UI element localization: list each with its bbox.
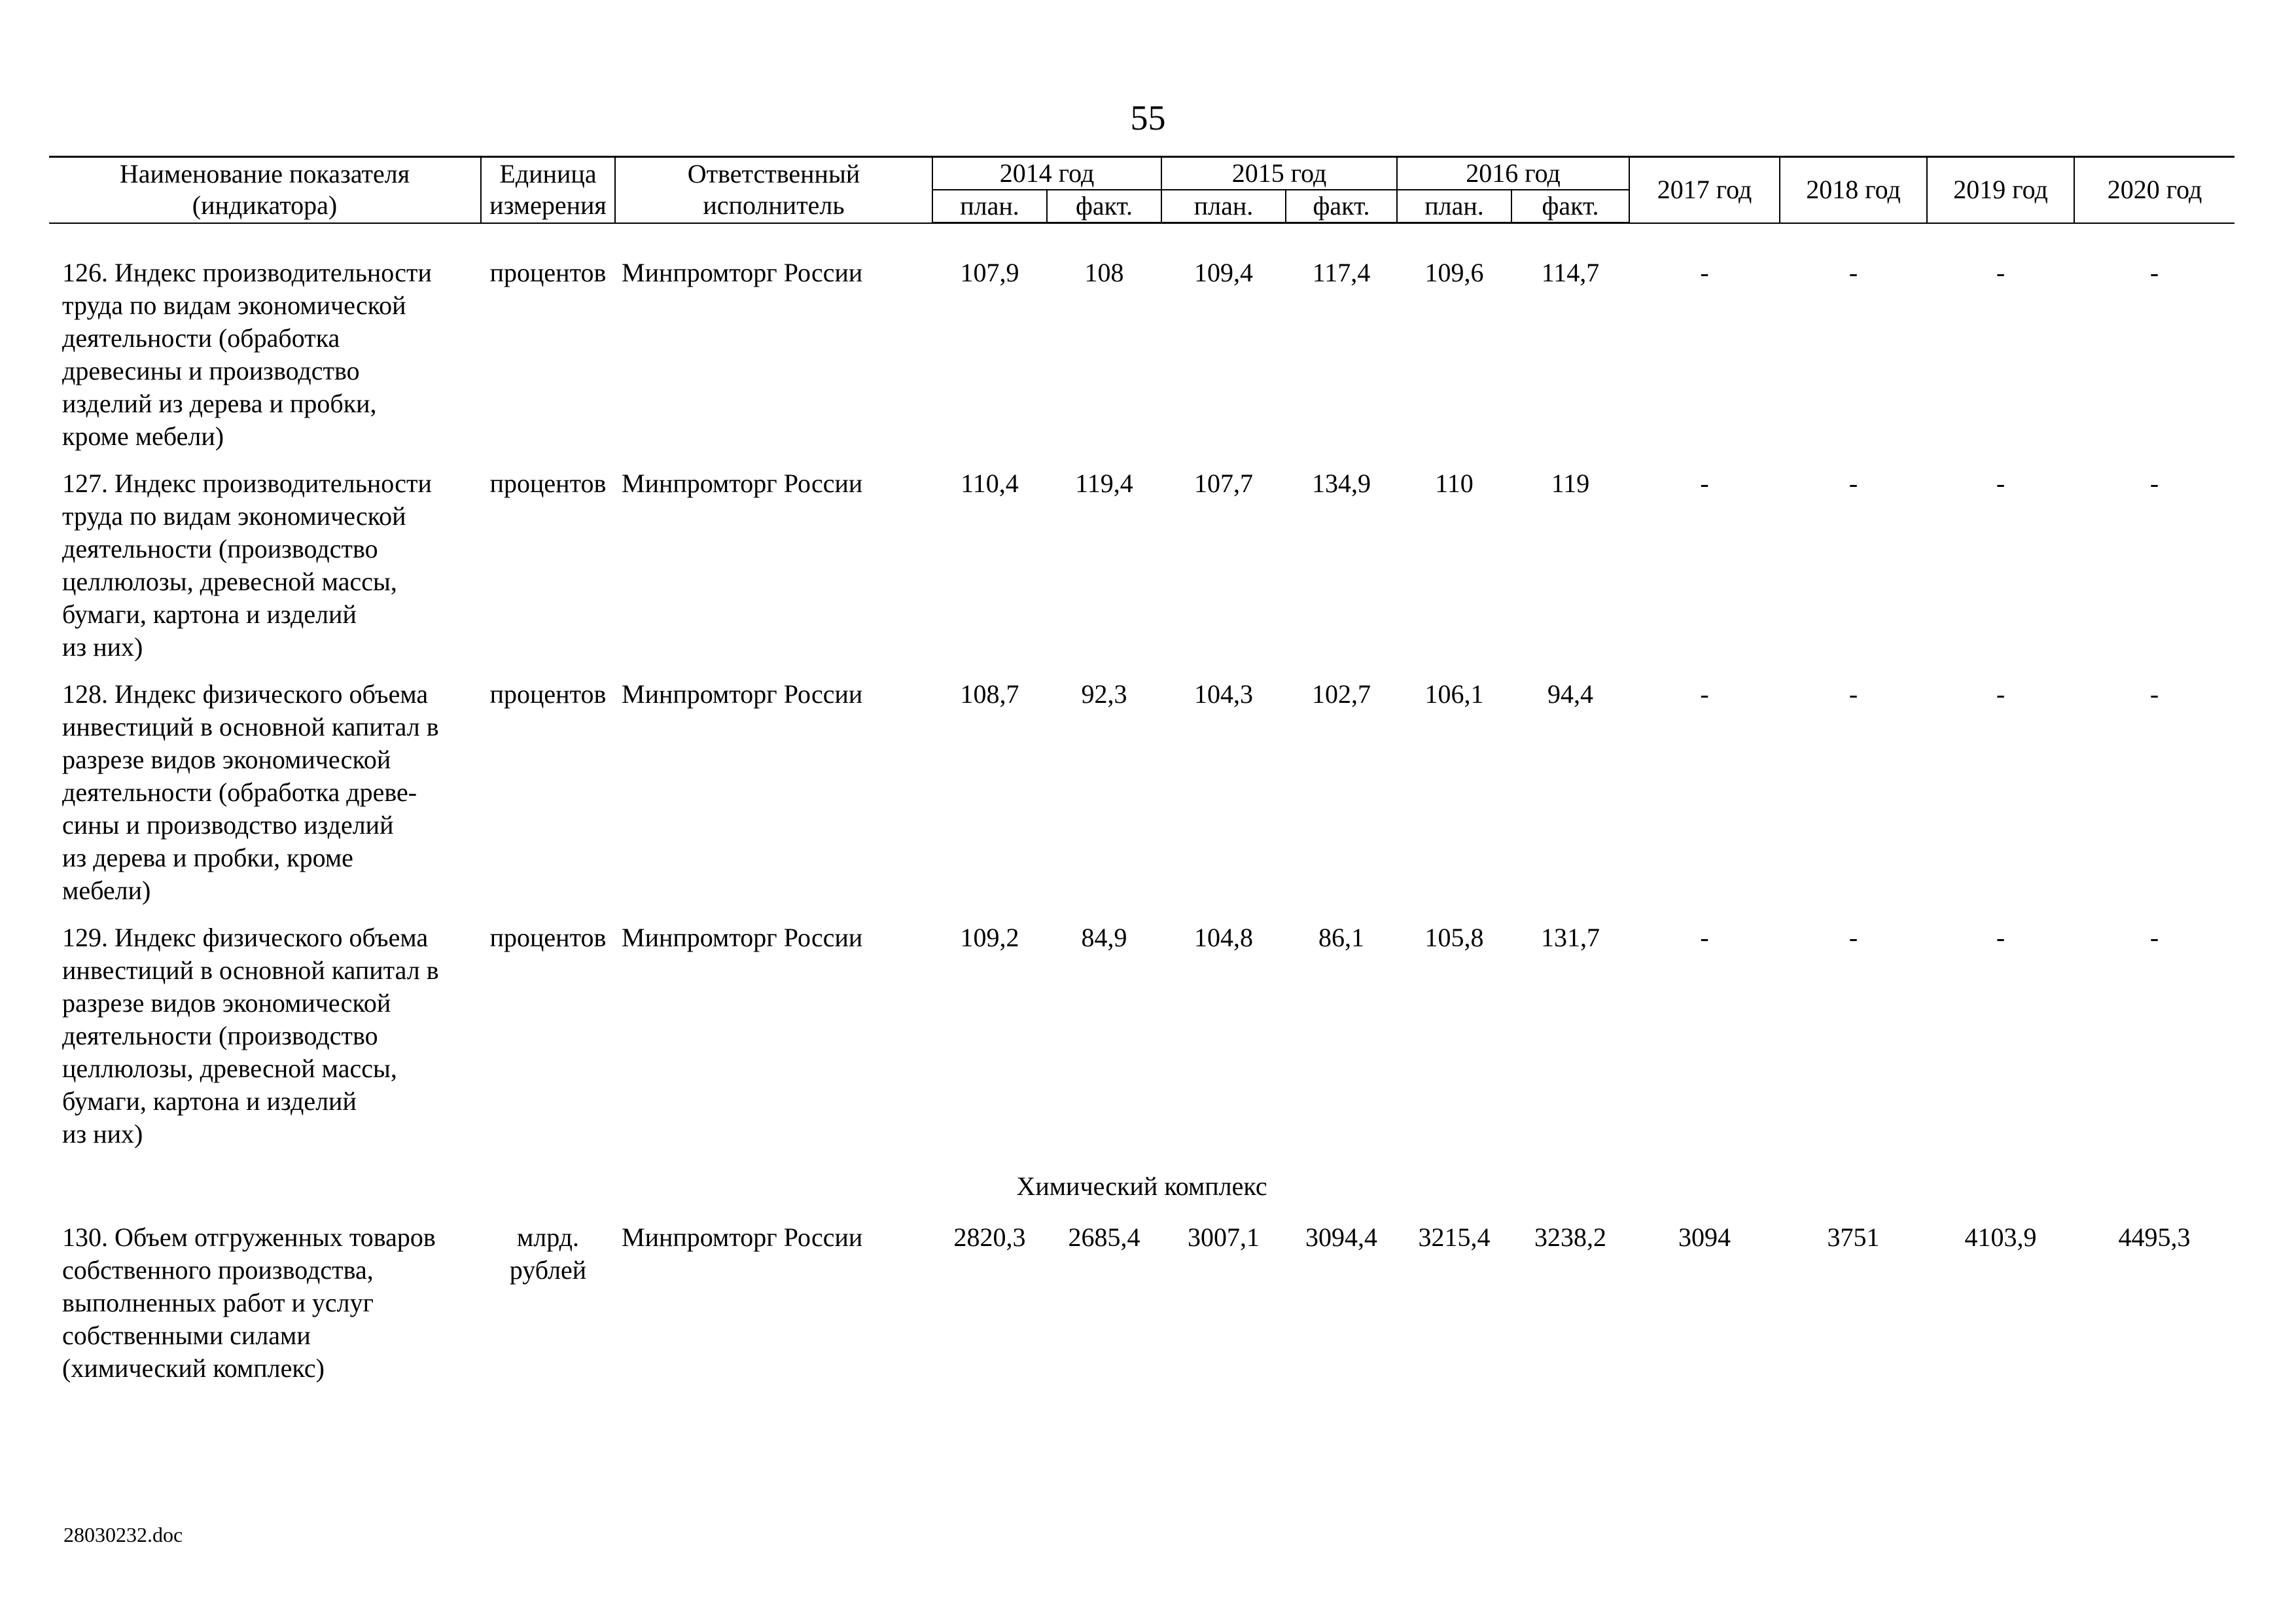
indicator-name-line: из дерева и пробки, кроме [62,843,353,872]
value-2015-fact: 102,7 [1312,679,1371,709]
value-2020: - [2149,679,2159,709]
value-2016-plan: 110 [1435,469,1474,498]
section-row [49,1165,2234,1221]
unit-cell: процентов [489,258,607,287]
responsible-cell: Минпромторг России [622,469,863,498]
value-2014-plan: 109,2 [960,923,1019,952]
indicator-name-line: выполненных работ и услуг [62,1288,374,1317]
value-2016-plan: 109,6 [1424,258,1484,287]
unit-cell [481,1221,615,1399]
header-unit-line2: измерения [489,190,607,221]
unit-line: млрд. [516,1222,580,1252]
value-2017: - [1700,469,1709,498]
value-2020: - [2149,258,2159,287]
value-2015-plan: 104,8 [1194,923,1254,952]
indicator-name-line: труда по видам экономической [62,291,406,320]
indicator-name-cell [49,1221,481,1399]
indicator-name-line: кроме мебели) [62,421,224,451]
value-2019: - [1996,469,2005,498]
value-2014-fact: 119,4 [1075,469,1133,498]
indicator-name-cell [49,921,481,1165]
value-2017: - [1700,923,1709,952]
value-2016-fact: 131,7 [1541,923,1600,952]
header-year-2018: 2018 год [1780,157,1927,223]
header-year-2014: 2014 год [932,157,1161,190]
header-responsible-line2: исполнитель [703,190,845,221]
responsible-cell: Минпромторг России [622,258,863,287]
value-2014-fact: 84,9 [1081,923,1127,952]
value-2015-fact: 134,9 [1312,469,1371,498]
spacer-row [49,223,2234,257]
indicator-name-line: инвестиций в основной капитал в [62,955,439,985]
value-2016-fact: 3238,2 [1534,1222,1607,1252]
value-2014-plan: 110,4 [961,469,1019,498]
section-title: Химический комплекс [1016,1171,1267,1201]
indicator-name-line: разрезе видов экономической [62,745,391,774]
indicator-name-line: 129. Индекс физического объема [62,923,429,952]
header-responsible-line1: Ответственный [687,159,860,189]
header-year-2015: 2015 год [1161,157,1397,190]
value-2018: 3751 [1827,1222,1880,1252]
indicators-table [49,156,2234,1399]
table-row [49,1221,2234,1399]
value-2015-plan: 109,4 [1194,258,1254,287]
value-2014-plan: 2820,3 [953,1222,1026,1252]
value-2017: 3094 [1678,1222,1731,1252]
indicator-name-line: 126. Индекс производительности [62,258,432,287]
header-2015-plan: план. [1161,190,1286,223]
indicator-name-line: собственного производства, [62,1255,374,1285]
header-2016-plan: план. [1397,190,1511,223]
table-body [49,223,2234,1400]
indicator-name-line: 128. Индекс физического объема [62,679,429,709]
indicator-name-line: разрезе видов экономической [62,988,391,1018]
indicator-name-line: (химический комплекс) [62,1353,325,1383]
value-2015-plan: 3007,1 [1188,1222,1260,1252]
indicator-name-line: изделий из дерева и пробки, [62,389,377,418]
header-indicator-name-line2: (индикатора) [192,190,338,221]
value-2019: - [1996,679,2005,709]
footer-filename: 28030232.doc [63,1523,183,1546]
value-2015-fact: 3094,4 [1305,1222,1378,1252]
indicator-name-line: 130. Объем отгруженных товаров [62,1222,436,1252]
header-2015-fact: факт. [1286,190,1397,223]
indicator-name-line: целлюлозы, древесной массы, [62,567,397,596]
responsible-cell: Минпромторг России [622,923,863,952]
table-header [49,157,2234,223]
header-2016-fact: факт. [1511,190,1629,223]
page-number: 55 [1130,98,1166,137]
indicator-name-line: деятельности (обработка [62,323,340,353]
header-responsible [615,157,932,223]
indicator-name-line: мебели) [62,876,151,905]
value-2015-fact: 117,4 [1312,258,1371,287]
indicator-name-cell [49,678,481,921]
indicator-name-line: инвестиций в основной капитал в [62,712,439,741]
value-2020: - [2149,923,2159,952]
value-2016-fact: 119 [1551,469,1590,498]
value-2020: 4495,3 [2118,1222,2191,1252]
table-row [49,467,2234,678]
header-year-2017: 2017 год [1629,157,1780,223]
indicator-name-line: деятельности (производство [62,1021,378,1050]
header-row-1 [49,157,2234,190]
value-2018: - [1848,679,1858,709]
value-2016-plan: 3215,4 [1418,1222,1491,1252]
value-2019: 4103,9 [1964,1222,2037,1252]
value-2014-fact: 108 [1084,258,1124,287]
header-2014-fact: факт. [1047,190,1161,223]
responsible-cell: Минпромторг России [622,1222,863,1252]
table-row [49,678,2234,921]
value-2018: - [1848,923,1858,952]
value-2020: - [2149,469,2159,498]
indicator-name-cell [49,467,481,678]
indicator-name-line: деятельности (обработка древе- [62,777,417,807]
header-indicator-name-line1: Наименование показателя [119,159,410,189]
indicator-name-cell [49,257,481,467]
indicator-name-line: бумаги, картона и изделий [62,599,357,629]
header-year-2019: 2019 год [1927,157,2074,223]
table-row [49,257,2234,467]
header-year-2020: 2020 год [2074,157,2234,223]
value-2018: - [1848,258,1858,287]
indicator-name-line: древесины и производство [62,356,360,385]
value-2015-plan: 107,7 [1194,469,1254,498]
header-unit-line1: Единица [499,159,597,189]
header-indicator-name [49,157,481,223]
unit-cell: процентов [489,923,607,952]
value-2016-fact: 114,7 [1541,258,1600,287]
value-2019: - [1996,258,2005,287]
value-2014-plan: 107,9 [960,258,1019,287]
header-2014-plan: план. [932,190,1047,223]
value-2014-plan: 108,7 [960,679,1019,709]
unit-line: рублей [509,1255,587,1285]
indicator-name-line: труда по видам экономической [62,501,406,531]
indicator-name-line: целлюлозы, древесной массы, [62,1054,397,1083]
value-2017: - [1700,258,1709,287]
table-row [49,921,2234,1165]
indicator-name-line: сины и производство изделий [62,810,394,840]
value-2018: - [1848,469,1858,498]
indicator-name-line: собственными силами [62,1321,311,1350]
value-2014-fact: 2685,4 [1068,1222,1140,1252]
value-2015-fact: 86,1 [1318,923,1365,952]
value-2017: - [1700,679,1709,709]
value-2016-fact: 94,4 [1547,679,1594,709]
value-2014-fact: 92,3 [1081,679,1127,709]
indicator-name-line: из них) [62,632,143,662]
indicator-name-line: из них) [62,1119,143,1149]
value-2016-plan: 106,1 [1424,679,1484,709]
value-2015-plan: 104,3 [1194,679,1254,709]
indicator-name-line: бумаги, картона и изделий [62,1086,357,1116]
header-unit [481,157,615,223]
indicator-name-line: деятельности (производство [62,534,378,563]
unit-cell: процентов [489,679,607,709]
unit-cell: процентов [489,469,607,498]
value-2019: - [1996,923,2005,952]
value-2016-plan: 105,8 [1424,923,1484,952]
indicator-name-line: 127. Индекс производительности [62,469,432,498]
responsible-cell: Минпромторг России [622,679,863,709]
header-year-2016: 2016 год [1397,157,1629,190]
